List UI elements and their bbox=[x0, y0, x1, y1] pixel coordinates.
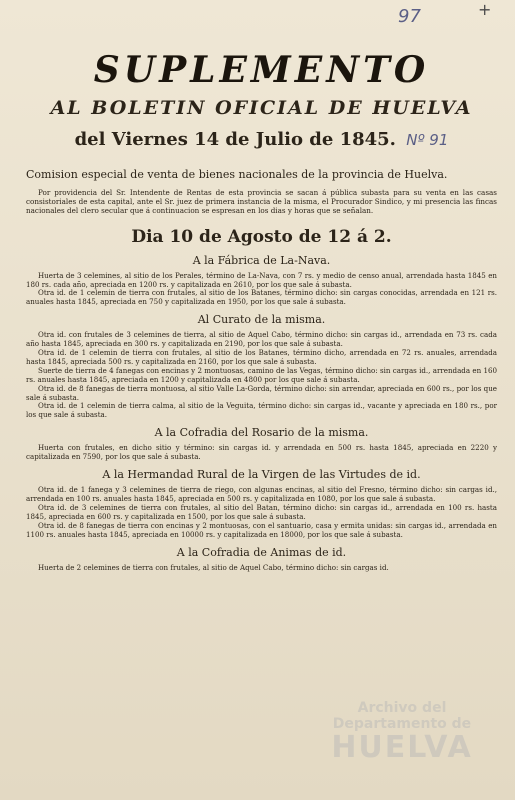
section-heading: A la Cofradia de Animas de id. bbox=[176, 545, 347, 559]
issue-number-stamp: Nº 91 bbox=[406, 131, 449, 149]
intro-paragraph: Por providencia del Sr. Intendente de Rentas de esta provincia se sacan á pública subasta para su venta en las casas consistoriales de esta capital, ante el Sr. juez de primera instancia de la misma, el Procurador Sindico, y mi presencia las fincas nacionales del clero secular que á continuacion se espresan en los dias y horas que se señalan. bbox=[26, 188, 497, 216]
archive-watermark bbox=[312, 700, 492, 764]
subtitle: AL BOLETIN OFICIAL DE HUELVA bbox=[50, 97, 473, 119]
list-item: Otra id. de 3 celemines de tierra con frutales, al sitio del Batan, término dicho: sin cargas id., arrendada en 100 rs. hasta 1845, apreciada en 600 rs. y capitalizada en 1500, por los que sale á subasta. bbox=[26, 502, 497, 521]
section-heading: Al Curato de la misma. bbox=[197, 313, 326, 327]
masthead bbox=[26, 0, 497, 152]
archive-number: 97 bbox=[398, 6, 421, 27]
list-item: Otra id. con frutales de 3 celemines de tierra, al sitio de Aquel Cabo, término dicho: sin cargas id., arrendada en 73 rs. cada año hasta 1845, apreciada en 300 rs. y capitalizada en 2190, por los que sale á subasta. bbox=[26, 330, 497, 349]
list-item: Otra id. de 8 fanegas de tierra montuosa, al sitio Valle La-Gorda, término dicho: sin arrendar, apreciada en 600 rs., por los que sale á subasta. bbox=[26, 383, 497, 402]
issue-date: del Viernes 14 de Julio de 1845. bbox=[74, 129, 396, 150]
list-item: Otra id. de 8 fanegas de tierra con encinas y 2 montuosas, con el santuario, casa y ermita unidas: sin cargas id., arrendada en 1100 rs. anuales hasta 1845, apreciada en 10000 rs. y capitalizada en 18000, por los que sale á subasta. bbox=[26, 520, 497, 539]
issue-date-line bbox=[26, 128, 497, 152]
section-heading: A la Fábrica de La-Nava. bbox=[192, 253, 331, 267]
section-heading: A la Hermandad Rural de la Virgen de las Virtudes de id. bbox=[102, 468, 421, 482]
commission-title: Comision especial de venta de bienes nacionales de la provincia de Huelva. bbox=[26, 168, 448, 181]
watermark-line-1: Archivo del Departamento de bbox=[332, 700, 472, 732]
section-heading: A la Cofradia del Rosario de la misma. bbox=[154, 426, 369, 440]
list-item: Huerta con frutales, en dicho sitio y término: sin cargas id. y arrendada en 500 rs. hasta 1845, apreciada en 2220 y capitalizada en 7590, por los que sale á subasta. bbox=[26, 443, 497, 462]
corner-mark: + bbox=[478, 0, 492, 19]
main-title: SUPLEMENTO bbox=[93, 49, 430, 91]
list-item: Otra id. de 1 celemin de tierra calma, al sitio de la Veguita, término dicho: sin cargas id., vacante y apreciada en 180 rs., por los que sale á subasta. bbox=[26, 401, 497, 420]
list-item: Suerte de tierra de 4 fanegas con encinas y 2 montuosas, camino de las Vegas, término dicho: sin cargas id., arrendada en 160 rs. anuales hasta 1845, apreciada en 1200 y capitalizada en 4800 por los que sale á subasta. bbox=[26, 365, 497, 384]
list-item: Otra id. de 1 celemin de tierra con frutales, al sitio de los Batanes, término dicho: sin cargas conocidas, arrendada en 121 rs. anuales hasta 1845, apreciada en 750 y capitalizada en 1950, por los que sale á subasta. bbox=[26, 288, 497, 307]
list-item: Otra id. de 1 celemin de tierra con frutales, al sitio de los Batanes, término dicho, arrendada en 72 rs. anuales, arrendada hasta 1845, apreciada 500 rs. y capitalizada en 2160, por los que sale á subasta. bbox=[26, 348, 497, 366]
watermark-line-2: HUELVA bbox=[331, 730, 473, 765]
day-heading: Dia 10 de Agosto de 12 á 2. bbox=[131, 226, 392, 247]
list-item: Huerta de 2 celemines de tierra con frutales, al sitio de Aquel Cabo, término dicho: sin cargas id. bbox=[38, 562, 389, 572]
list-item: Otra id. de 1 fanega y 3 celemines de tierra de riego, con algunas encinas, al sitio del Fresno, término dicho: sin cargas id., arrendada en 100 rs. anuales hasta 1845, apreciada en 500 rs. y capitalizada en 1080, por los que sale á subasta. bbox=[26, 485, 497, 504]
list-item: Huerta de 3 celemines, al sitio de los Perales, término de La-Nava, con 7 rs. y medio de censo anual, arrendada hasta 1845 en 180 rs. cada año, apreciada en 1200 rs. y capitalizada en 2610, por los que sale á subasta. bbox=[26, 270, 497, 289]
